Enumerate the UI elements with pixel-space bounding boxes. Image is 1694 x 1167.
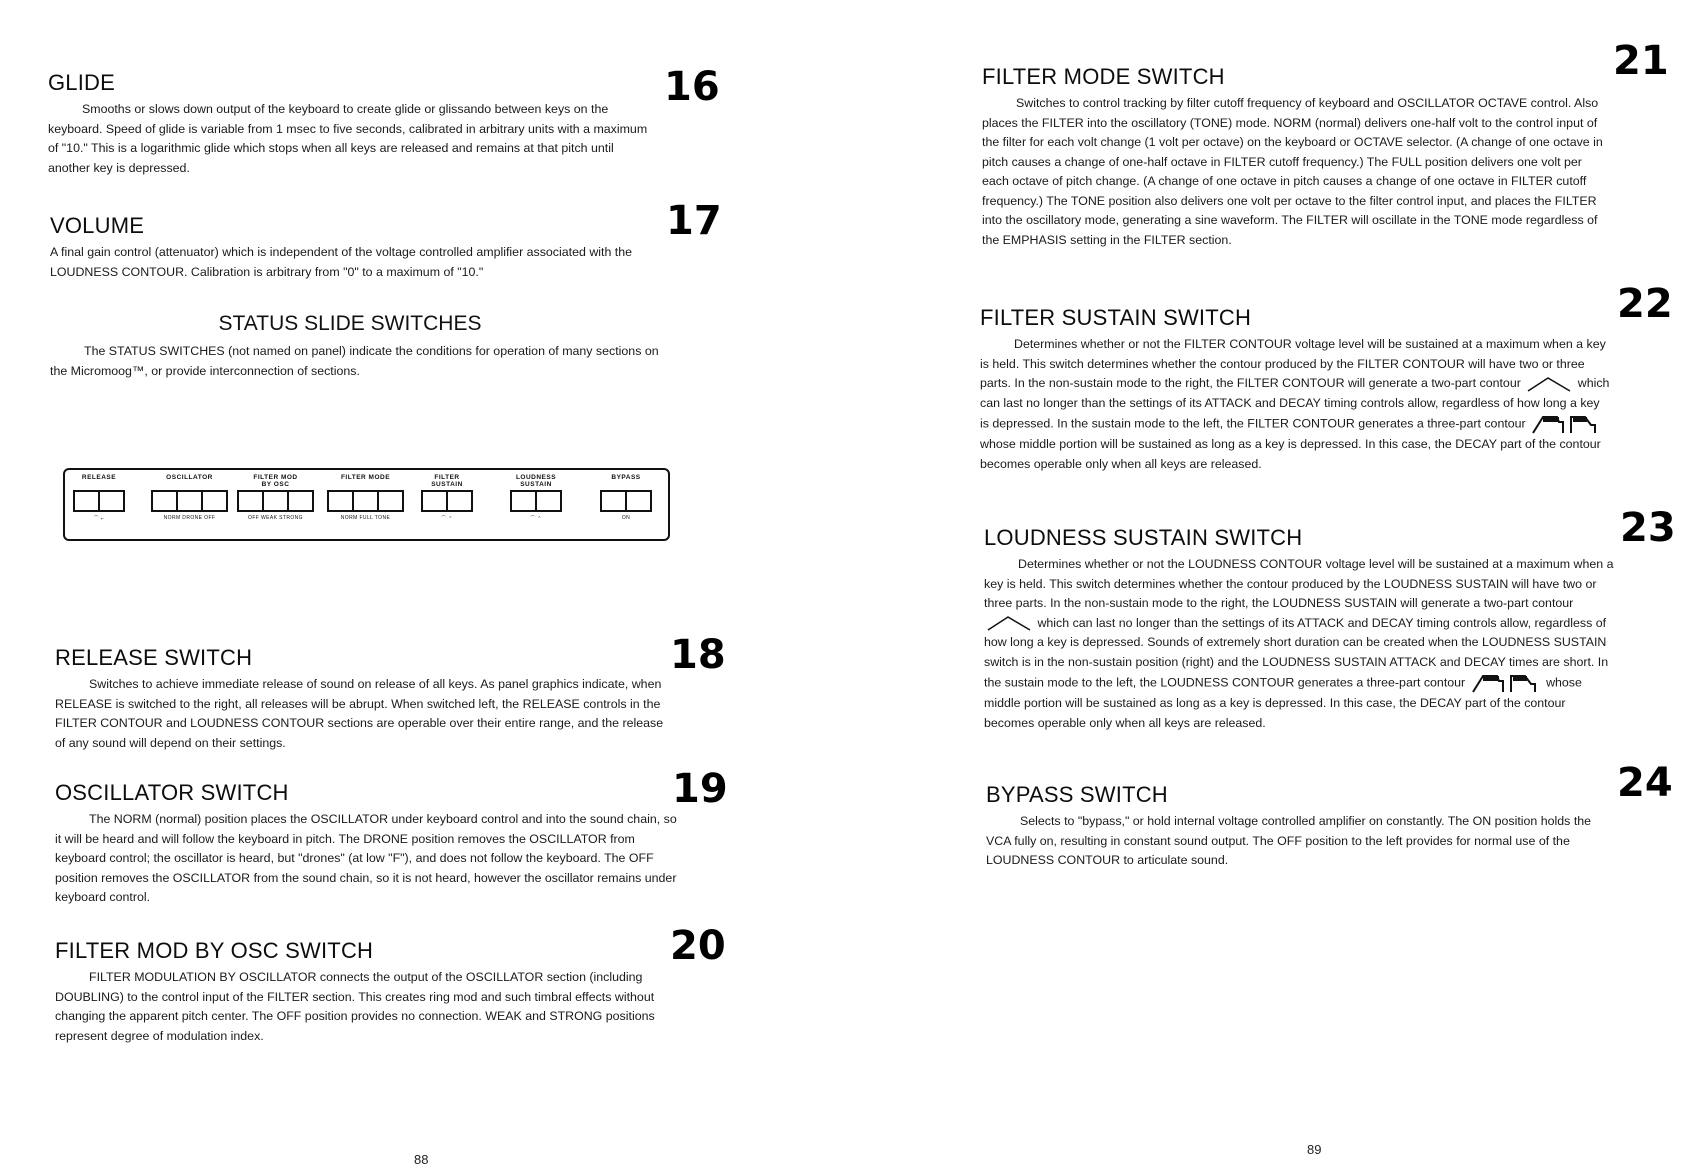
volume-text: A final gain control (attenuator) which is independent of the voltage controlled amplifier associated with the LOUDNESS CONTOUR. Calibration is arbitrary from "0" to a maximum of "10."	[50, 245, 633, 279]
filtersustain-number: 22	[1617, 281, 1673, 327]
glide-title: GLIDE	[48, 70, 116, 95]
volume-section	[50, 213, 665, 282]
filtermode-section	[982, 64, 1608, 250]
loudnesssustain-text-c: whose middle portion will be sustained as long as a key is depressed. In this case, the DECAY part of the contour becomes operable only when all keys are released.	[984, 675, 1582, 730]
loudnesssustain-section	[984, 525, 1614, 733]
volume-number: 17	[666, 198, 722, 244]
switch-position[interactable]	[176, 490, 203, 512]
switch-positions[interactable]	[600, 490, 652, 512]
switch-position[interactable]	[201, 490, 228, 512]
filtermode-number: 21	[1613, 38, 1669, 84]
filtermod-number: 20	[670, 923, 726, 969]
three-part-contour-icon	[1469, 672, 1543, 694]
switch-position[interactable]	[352, 490, 379, 512]
oscillator-title: OSCILLATOR SWITCH	[55, 780, 289, 805]
three-part-contour-icon	[1529, 413, 1603, 435]
oscillator-text: The NORM (normal) position places the OSCILLATOR under keyboard control and into the sound chain, so it will be heard and will follow the keyboard in pitch. The DRONE position removes the OSCILLATOR from keyboard control; the oscillator is heard, but "drones" (at low "F"), and does not follow the keyboard. The OFF position removes the OSCILLATOR from the sound chain, so it is not heard, however the oscillator remains under keyboard control.	[55, 812, 677, 904]
switch-position[interactable]	[535, 490, 562, 512]
panel-switch-bypass[interactable]	[600, 474, 652, 523]
loudnesssustain-text-a: Determines whether or not the LOUDNESS CONTOUR voltage level will be sustained at a maximum when a key is held. This switch determines whether the contour produced by the LOUDNESS SUSTAIN will have two or three parts. In the non-sustain mode to the right, the LOUDNESS SUSTAIN will generate a two-part contour	[984, 557, 1614, 610]
status-section	[50, 342, 665, 381]
left-page-number: 88	[414, 1152, 429, 1167]
switch-position[interactable]	[151, 490, 178, 512]
switch-position[interactable]	[98, 490, 125, 512]
oscillator-section	[55, 780, 680, 908]
bypass-title: BYPASS SWITCH	[986, 782, 1168, 807]
release-number: 18	[670, 632, 726, 678]
panel-switch-label: FILTER SUSTAIN	[431, 474, 463, 488]
panel-switch-sublabel: ⌒ ⌃	[530, 516, 542, 522]
panel-switch-sublabel: ON	[621, 515, 631, 521]
right-page-number: 89	[1307, 1142, 1322, 1157]
panel-switch-loudness-sustain[interactable]	[510, 474, 562, 523]
two-part-contour-icon	[984, 614, 1034, 632]
loudnesssustain-title: LOUDNESS SUSTAIN SWITCH	[984, 525, 1303, 550]
filtersustain-section	[980, 305, 1610, 474]
loudnesssustain-text	[984, 555, 1614, 733]
switch-positions[interactable]	[421, 490, 473, 512]
switch-position[interactable]	[600, 490, 627, 512]
release-section	[55, 645, 670, 753]
volume-title: VOLUME	[50, 213, 145, 238]
bypass-number: 24	[1617, 760, 1673, 806]
panel-switch-filter-mode[interactable]	[327, 474, 404, 523]
panel-switch-label: RELEASE	[81, 474, 117, 481]
loudnesssustain-number: 23	[1620, 505, 1676, 551]
switch-position[interactable]	[625, 490, 652, 512]
glide-section	[48, 70, 658, 178]
panel-switch-label: BYPASS	[611, 474, 641, 481]
filtersustain-text-c: whose middle portion will be sustained as long as a key is depressed. In this case, the DECAY part of the contour becomes operable only when all keys are released.	[980, 437, 1601, 471]
panel-switch-sublabel: NORM FULL TONE	[340, 515, 391, 521]
panel-switch-sublabel: OFF WEAK STRONG	[248, 515, 303, 521]
panel-switch-sublabel: ⌒ ⌃	[441, 516, 453, 522]
bypass-text: Selects to "bypass," or hold internal voltage controlled amplifier on constantly. The ON position holds the VCA fully on, resulting in constant sound output. The OFF position to the left provides for normal use of the LOUDNESS CONTOUR to articulate sound.	[986, 814, 1592, 867]
oscillator-number: 19	[672, 766, 728, 812]
two-part-contour-icon	[1524, 375, 1574, 393]
filtermode-title: FILTER MODE SWITCH	[982, 64, 1225, 89]
switch-positions[interactable]	[237, 490, 314, 512]
filtermode-text: Switches to control tracking by filter cutoff frequency of keyboard and OSCILLATOR OCTAVE control. Also places the FILTER into the oscillatory (TONE) mode. NORM (normal) delivers one-half volt to the control input of the filter for each volt change (1 volt per octave) on the keyboard or OCTAVE selector. (A change of one octave in pitch causes a change of one-half octave in FILTER cutoff frequency.) The FULL position delivers one volt per each octave of pitch change. (A change of one octave in pitch causes a change of one octave in FILTER cutoff frequency.) The TONE position also delivers one volt per octave to the filter control input, and places the FILTER into the oscillatory mode, generating a sine waveform. The FILTER will oscillate in the TONE mode regardless of the EMPHASIS setting in the FILTER section.	[982, 96, 1603, 247]
release-text: Switches to achieve immediate release of sound on release of all keys. As panel graphics indicate, when RELEASE is switched to the right, all releases will be abrupt. When switched left, the RELEASE controls in the FILTER CONTOUR and LOUDNESS CONTOUR sections are operable over their entire range, and the release of any sound will depend on their settings.	[55, 677, 664, 750]
switch-position[interactable]	[237, 490, 264, 512]
panel-switch-sublabel: ⌒ ⌐	[93, 516, 105, 522]
filtersustain-title: FILTER SUSTAIN SWITCH	[980, 305, 1252, 330]
glide-number: 16	[664, 64, 720, 110]
loudnesssustain-text-b: which can last no longer than the settings of its ATTACK and DECAY timing controls allow, regardless of how long a key is depressed. Sounds of extremely short duration can be created when the LOUDNESS SUSTAIN switch is in the non-sustain position (right) and the LOUDNESS SUSTAIN ATTACK and DECAY times are short. In the sustain mode to the left, the LOUDNESS CONTOUR generates a three-part contour	[984, 615, 1609, 690]
switch-position[interactable]	[421, 490, 448, 512]
panel-switch-filter-sustain[interactable]	[421, 474, 473, 523]
switch-positions[interactable]	[510, 490, 562, 512]
switch-position[interactable]	[327, 490, 354, 512]
status-title: STATUS SLIDE SWITCHES	[218, 312, 482, 335]
panel-switch-sublabel: NORM DRONE OFF	[163, 515, 216, 521]
filtersustain-text	[980, 335, 1610, 474]
switch-position[interactable]	[446, 490, 473, 512]
switch-position[interactable]	[73, 490, 100, 512]
panel-switch-label: FILTER MODE	[340, 474, 391, 481]
glide-text: Smooths or slows down output of the keyboard to create glide or glissando between keys on the keyboard. Speed of glide is variable from 1 msec to five seconds, calibrated in arbitrary units with a maximum of "10." This is a logarithmic glide which stops when all keys are released and remains at that pitch until another key is depressed.	[48, 102, 648, 175]
switch-position[interactable]	[287, 490, 314, 512]
filtermod-section	[55, 938, 673, 1046]
switch-positions[interactable]	[151, 490, 228, 512]
panel-switch-label: OSCILLATOR	[166, 474, 213, 481]
status-text: The STATUS SWITCHES (not named on panel) indicate the conditions for operation of many sections on the Micromoog™, or provide interconnection of sections.	[50, 344, 659, 378]
bypass-section	[986, 782, 1612, 871]
filtersustain-text-b: which can last no longer than the settings of its ATTACK and DECAY timing controls allow, regardless of how long a key is depressed. In the sustain mode to the left, the FILTER CONTOUR generates a three-part contour	[980, 376, 1610, 431]
release-title: RELEASE SWITCH	[55, 645, 253, 670]
switch-positions[interactable]	[327, 490, 404, 512]
panel-switch-release[interactable]	[73, 474, 125, 523]
switch-position[interactable]	[510, 490, 537, 512]
panel-switch-label: FILTER MOD BY OSC	[253, 474, 298, 488]
filtermod-title: FILTER MOD BY OSC SWITCH	[55, 938, 374, 963]
filtersustain-text-a: Determines whether or not the FILTER CONTOUR voltage level will be sustained at a maximum when a key is held. This switch determines whether the contour produced by the FILTER CONTOUR will have two or three parts. In the non-sustain mode to the right, the FILTER CONTOUR will generate a two-part contour	[980, 337, 1606, 390]
filtermod-text: FILTER MODULATION BY OSCILLATOR connects the output of the OSCILLATOR section (including DOUBLING) to the control input of the FILTER section. This creates ring mod and such timbral effects without changing the apparent pitch center. The OFF position provides no connection. WEAK and STRONG positions represent degree of modulation index.	[55, 970, 655, 1043]
switch-position[interactable]	[262, 490, 289, 512]
switch-positions[interactable]	[73, 490, 125, 512]
panel-switch-label: LOUDNESS SUSTAIN	[515, 474, 557, 488]
status-switch-panel	[63, 468, 670, 541]
panel-switch-filter-mod-by-osc[interactable]	[237, 474, 314, 523]
panel-switch-oscillator[interactable]	[151, 474, 228, 523]
switch-position[interactable]	[377, 490, 404, 512]
